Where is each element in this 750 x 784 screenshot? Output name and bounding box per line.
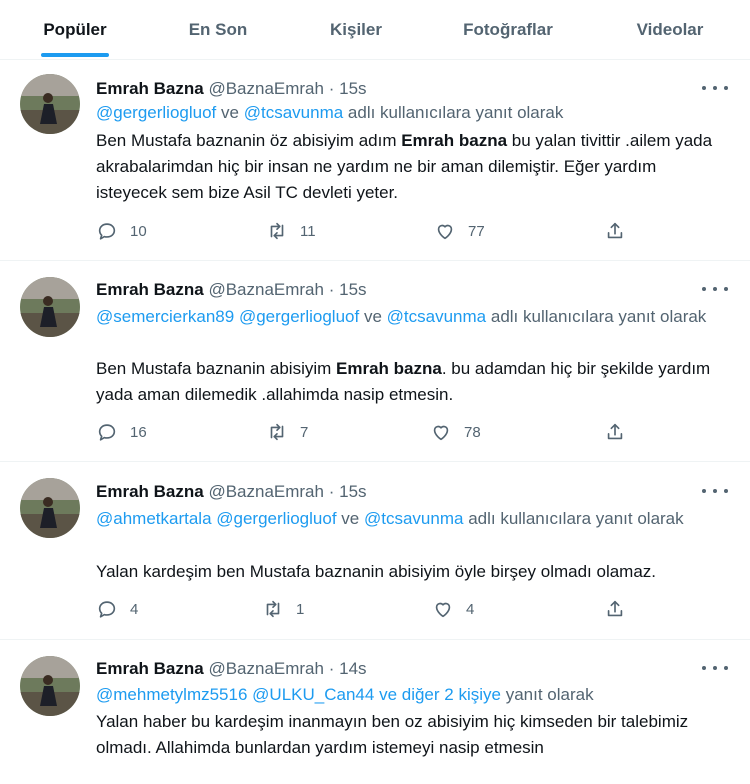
user-handle[interactable]: @BaznaEmrah	[208, 280, 324, 299]
share-button[interactable]	[604, 220, 626, 242]
retweet-button[interactable]	[266, 220, 316, 242]
avatar[interactable]	[20, 478, 80, 538]
display-name[interactable]: Emrah Bazna	[96, 280, 204, 299]
retweet-count: 11	[300, 222, 316, 240]
mention-link[interactable]: @mehmetylmz5516	[96, 685, 248, 704]
user-handle[interactable]: @BaznaEmrah	[208, 79, 324, 98]
tweet-header	[96, 658, 367, 680]
tweet[interactable]	[0, 640, 750, 784]
retweet-count: 1	[296, 600, 305, 618]
tweet-header	[96, 279, 367, 301]
reply-icon	[96, 220, 118, 242]
share-icon	[604, 421, 626, 443]
like-icon	[434, 220, 456, 242]
reply-suffix: adlı kullanıcılara yanıt olarak	[490, 307, 707, 326]
mention-link[interactable]: @gergerliogluof	[96, 103, 217, 122]
search-tabs	[0, 0, 750, 60]
mention-link[interactable]: @ULKU_Can44	[252, 685, 375, 704]
reply-count: 16	[130, 423, 147, 441]
like-button[interactable]	[432, 598, 474, 620]
mention-link[interactable]: @semercierkan89	[96, 307, 235, 326]
tab-label: En Son	[188, 20, 248, 39]
display-name[interactable]: Emrah Bazna	[96, 659, 204, 678]
tab-label: Videolar	[636, 20, 704, 39]
dot-separator: ·	[328, 659, 335, 678]
reply-button[interactable]	[96, 598, 138, 620]
tweet-text: Yalan kardeşim ben Mustafa baznanin abisiyim öyle birşey olmadı olamaz.	[96, 562, 657, 581]
timestamp[interactable]: 15s	[339, 482, 367, 501]
display-name[interactable]: Emrah Bazna	[96, 79, 204, 98]
avatar[interactable]	[20, 74, 80, 134]
timestamp[interactable]: 15s	[339, 79, 367, 98]
tweet[interactable]	[0, 462, 750, 640]
reply-button[interactable]	[96, 220, 147, 242]
tab-videos[interactable]	[590, 0, 750, 60]
mention-link[interactable]: @tcsavunma	[386, 307, 487, 326]
reply-suffix: adlı kullanıcılara yanıt olarak	[347, 103, 564, 122]
timestamp[interactable]: 15s	[339, 280, 367, 299]
retweet-icon	[266, 220, 288, 242]
more-icon[interactable]	[702, 481, 728, 501]
reply-icon	[96, 421, 118, 443]
avatar[interactable]	[20, 277, 80, 337]
user-handle[interactable]: @BaznaEmrah	[208, 482, 324, 501]
reply-context	[96, 304, 716, 330]
tab-latest[interactable]	[150, 0, 286, 60]
mention-link[interactable]: @ahmetkartala	[96, 509, 212, 528]
dot-separator: ·	[328, 482, 335, 501]
like-button[interactable]	[430, 421, 481, 443]
retweet-button[interactable]	[262, 598, 304, 620]
mention-join: ve	[341, 509, 360, 528]
tweet[interactable]	[0, 60, 750, 261]
tweet-actions	[96, 421, 636, 447]
reply-suffix: yanıt olarak	[505, 685, 594, 704]
timestamp[interactable]: 14s	[339, 659, 367, 678]
share-button[interactable]	[604, 421, 626, 443]
mention-link[interactable]: @tcsavunma	[363, 509, 464, 528]
reply-context	[96, 682, 716, 708]
tab-label: Fotoğraflar	[463, 20, 553, 39]
display-name[interactable]: Emrah Bazna	[96, 482, 204, 501]
mention-link[interactable]: @tcsavunma	[243, 103, 344, 122]
tweet-header	[96, 481, 367, 503]
retweet-count: 7	[300, 423, 309, 441]
share-icon	[604, 220, 626, 242]
like-count: 78	[464, 423, 481, 441]
tweet-text: Ben Mustafa baznanin abisiyim Emrah bazna. bu adamdan hiç bir şekilde yardım yada aman dilemedik .allahimda nasip etmesin.	[96, 359, 711, 404]
tweet-text: Ben Mustafa baznanin öz abisiyim adım Emrah bazna bu yalan tivittir .ailem yada akrabalarimdan hiç bir insan ne yardım ne bir aman dilemiştir. Eğer yardım isteyecek sem bize Asil TC devleti yeter.	[96, 131, 713, 202]
tweet[interactable]	[0, 261, 750, 462]
reply-context	[96, 506, 716, 532]
tweet-actions	[96, 220, 636, 246]
share-button[interactable]	[604, 598, 626, 620]
more-icon[interactable]	[702, 78, 728, 98]
like-icon	[432, 598, 454, 620]
like-count: 4	[466, 600, 475, 618]
retweet-icon	[266, 421, 288, 443]
tab-label: Kişiler	[330, 20, 382, 39]
more-icon[interactable]	[702, 658, 728, 678]
tweet-actions	[96, 598, 636, 624]
retweet-icon	[262, 598, 284, 620]
others-link[interactable]: ve diğer 2 kişiye	[379, 685, 501, 704]
tab-popular[interactable]	[0, 0, 150, 60]
dot-separator: ·	[328, 280, 335, 299]
retweet-button[interactable]	[266, 421, 308, 443]
reply-icon	[96, 598, 118, 620]
mention-join: ve	[363, 307, 382, 326]
active-tab-indicator	[41, 53, 109, 57]
more-icon[interactable]	[702, 279, 728, 299]
share-icon	[604, 598, 626, 620]
mention-link[interactable]: @gergerliogluof	[238, 307, 360, 326]
tab-people[interactable]	[286, 0, 426, 60]
tab-photos[interactable]	[426, 0, 590, 60]
avatar[interactable]	[20, 656, 80, 716]
like-button[interactable]	[434, 220, 485, 242]
user-handle[interactable]: @BaznaEmrah	[208, 659, 324, 678]
mention-join: ve	[221, 103, 239, 122]
reply-count: 10	[130, 222, 147, 240]
reply-count: 4	[130, 600, 139, 618]
like-count: 77	[468, 222, 485, 240]
reply-context	[96, 100, 716, 126]
mention-link[interactable]: @gergerliogluof	[216, 509, 337, 528]
tab-label: Popüler	[43, 20, 107, 39]
reply-button[interactable]	[96, 421, 147, 443]
reply-suffix: adlı kullanıcılara yanıt olarak	[468, 509, 684, 528]
tweet-header	[96, 78, 367, 100]
dot-separator: ·	[328, 79, 335, 98]
like-icon	[430, 421, 452, 443]
tweet-text: Yalan haber bu kardeşim inanmayın ben oz abisiyim hiç kimseden bir talebimiz olmadı. Allahimda bunlardan yardım istemeyi nasip etmesin	[96, 712, 689, 757]
